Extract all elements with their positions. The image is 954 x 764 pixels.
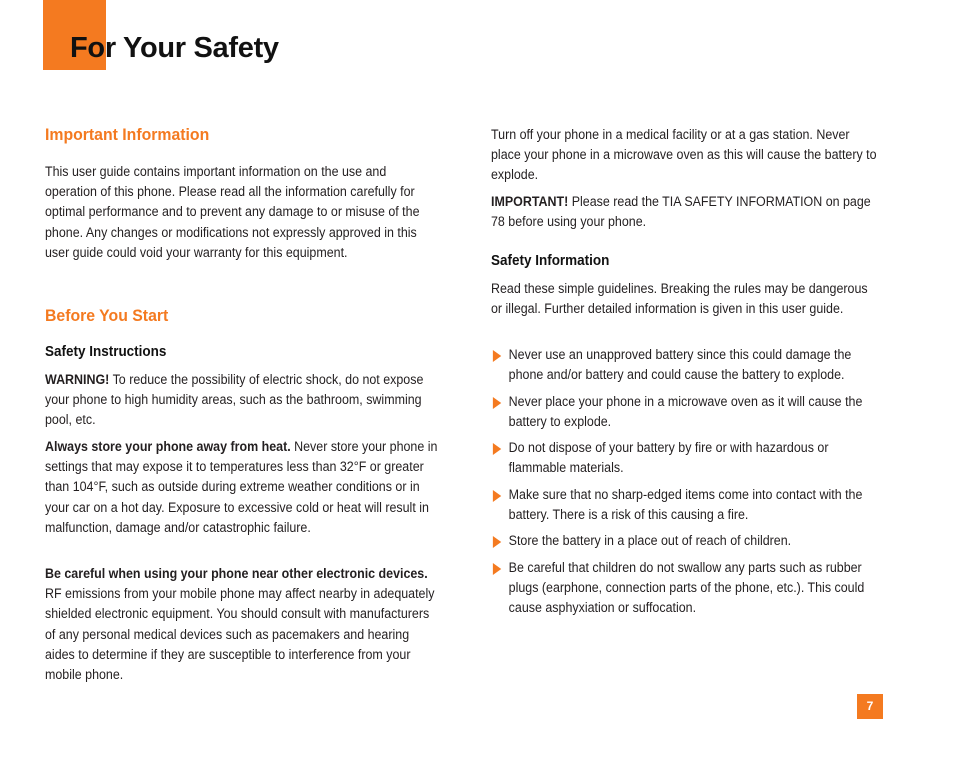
warning-paragraph — [45, 370, 439, 431]
heat-paragraph — [45, 437, 439, 538]
page-title: For Your Safety — [70, 32, 279, 64]
before-you-start-heading: Before You Start — [45, 306, 169, 325]
page-number: 7 — [857, 694, 883, 719]
warning-text: To reduce the possibility of electric shock, do not expose your phone to high humidity areas, such as the bathroom, swimming pool, etc. — [45, 372, 424, 428]
list-item — [491, 345, 880, 385]
bullet-text: Make sure that no sharp-edged items come into contact with the battery. There is a risk of this causing a fire. — [508, 486, 863, 522]
safety-instructions-heading: Safety Instructions — [45, 344, 167, 360]
list-item — [491, 485, 880, 525]
important-information-heading: Important Information — [45, 125, 210, 144]
warning-label: WARNING! — [45, 372, 110, 387]
arrow-bullet-icon — [493, 397, 501, 409]
safety-bullet-list — [491, 345, 880, 625]
heat-text: Never store your phone in settings that may expose it to temperatures less than 32°F or greater than 104°F, such as outside during extreme weather conditions or in your car on a hot day. Exposure to excessive cold or heat will result in malfunction, damage and/or catastrophic failure. — [45, 439, 438, 535]
bullet-text: Store the battery in a place out of reach of children. — [508, 533, 792, 549]
list-item — [491, 531, 880, 551]
bullet-text: Never use an unapproved battery since this could damage the phone and/or battery and could cause the battery to explode. — [508, 347, 852, 383]
important-information-text: This user guide contains important information on the use and operation of this phone. Please read all the information carefully for optimal performance and to prevent any damage to or misuse of the phone. Any changes or modifications not expressly approved in this user guide could void your warranty for this equipment. — [45, 164, 420, 260]
important-paragraph — [491, 192, 880, 232]
heat-label: Always store your phone away from heat. — [45, 439, 291, 454]
list-item — [491, 558, 880, 619]
arrow-bullet-icon — [493, 563, 501, 575]
bullet-text: Do not dispose of your battery by fire or with hazardous or flammable materials. — [508, 440, 829, 476]
important-text: Please read the TIA SAFETY INFORMATION on page 78 before using your phone. — [491, 194, 871, 230]
arrow-bullet-icon — [493, 536, 501, 548]
intro-paragraph: Turn off your phone in a medical facility or at a gas station. Never place your phone in a microwave oven as this will cause the battery to explode. — [491, 127, 877, 183]
bullet-text: Never place your phone in a microwave oven as it will cause the battery to explode. — [508, 393, 863, 429]
arrow-bullet-icon — [493, 350, 501, 362]
arrow-bullet-icon — [493, 443, 501, 455]
safety-information-heading: Safety Information — [491, 253, 610, 269]
devices-paragraph — [45, 564, 439, 685]
important-label: IMPORTANT! — [491, 194, 569, 209]
arrow-bullet-icon — [493, 490, 501, 502]
bullet-text: Be careful that children do not swallow any parts such as rubber plugs (earphone, connection parts of the phone, etc.). This could cause asphyxiation or suffocation. — [508, 559, 865, 616]
list-item — [491, 392, 880, 432]
devices-label: Be careful when using your phone near other electronic devices. — [45, 566, 428, 581]
safety-information-text: Read these simple guidelines. Breaking the rules may be dangerous or illegal. Further detailed information is given in this user guide. — [491, 281, 868, 317]
list-item — [491, 438, 880, 478]
devices-text: RF emissions from your mobile phone may affect nearby in adequately shielded electronic equipment. You should consult with manufacturers of any personal medical devices such as pacemakers and hearing aides to determine if they are susceptible to interference from your mobile phone. — [45, 586, 435, 683]
